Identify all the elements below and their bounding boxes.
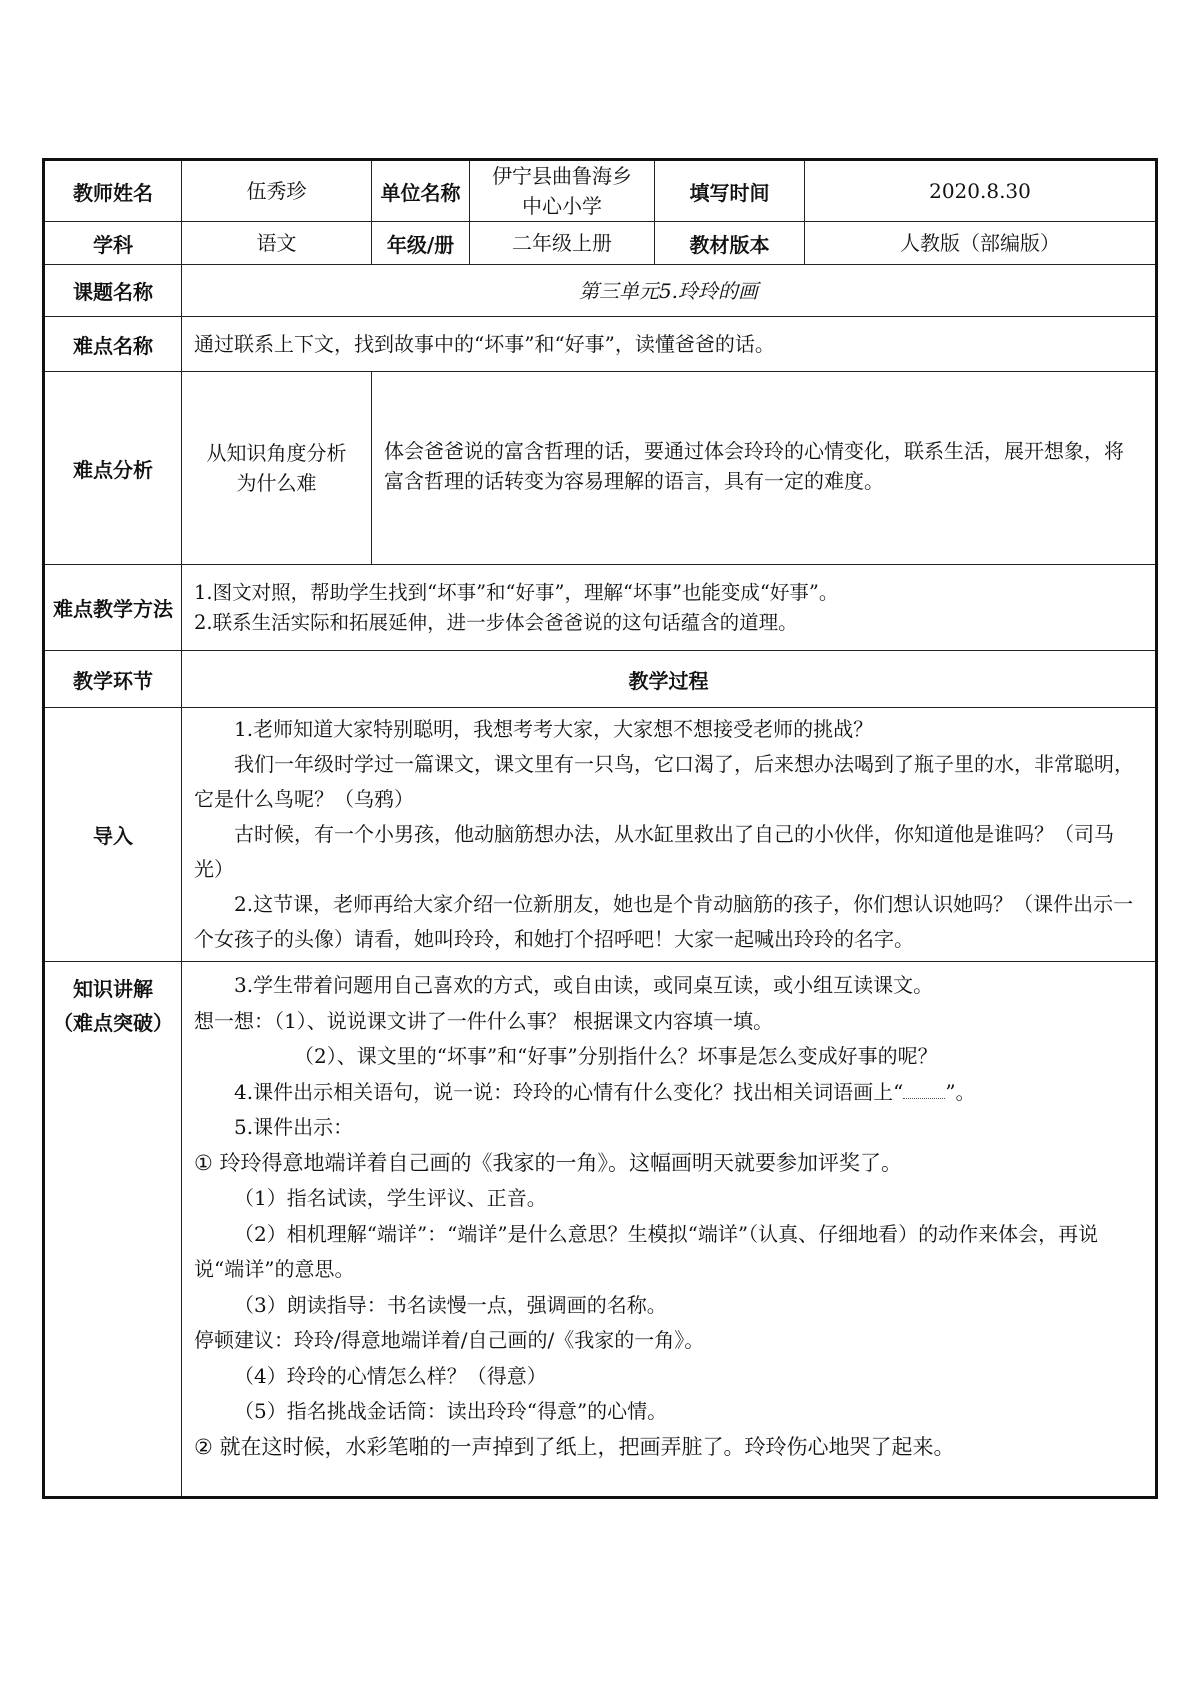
pause-suggestion: 停顿建议：玲玲/得意地端详着/自己画的/《我家的一角》。 bbox=[194, 1328, 705, 1352]
method-line-2: 2.联系生活实际和拓展延伸，进一步体会爸爸说的这句话蕴含的道理。 bbox=[194, 610, 798, 634]
teacher-label: 教师姓名 bbox=[44, 160, 182, 222]
header-row-1 bbox=[44, 160, 1157, 222]
teacher-value: 伍秀珍 bbox=[182, 160, 372, 222]
knowledge-line-4 bbox=[194, 1075, 1143, 1111]
intro-paragraph-3: 古时候，有一个小男孩，他动脑筋想办法，从水缸里救出了自己的小伙伴，你知道他是谁吗？（司马光） bbox=[194, 822, 1114, 881]
knowledge-line-3: 3.学生带着问题用自己喜欢的方式，或自由读，或同桌互读，或小组互读课文。 bbox=[234, 973, 934, 997]
analysis-row bbox=[44, 372, 1157, 565]
subject-label: 学科 bbox=[44, 222, 182, 265]
edition-label: 教材版本 bbox=[655, 222, 805, 265]
courseware-sentence-1: ① 玲玲得意地端详着自己画的《我家的一角》。这幅画明天就要参加评奖了。 bbox=[194, 1150, 902, 1175]
step-2: （2）相机理解“端详”：“端详”是什么意思？生模拟“端详”（认真、仔细地看）的动作来体会，再说说“端详”的意思。 bbox=[194, 1221, 1099, 1281]
difficulty-label: 难点名称 bbox=[44, 317, 182, 372]
method-cell bbox=[182, 565, 1157, 651]
knowledge-think: 想一想：（1）、说说课文讲了一件什么事？ 根据课文内容填一填。 bbox=[194, 1008, 774, 1033]
knowledge-cell bbox=[182, 962, 1157, 1498]
lesson-plan-sheet bbox=[42, 158, 1155, 1499]
method-row bbox=[44, 565, 1157, 651]
knowledge-line-4-end: ”。 bbox=[945, 1079, 976, 1104]
intro-row bbox=[44, 708, 1157, 962]
difficulty-row bbox=[44, 317, 1157, 372]
analysis-label: 难点分析 bbox=[44, 372, 182, 565]
grade-value: 二年级上册 bbox=[470, 222, 655, 265]
step-1: （1）指名试读，学生评议、正音。 bbox=[234, 1186, 547, 1210]
knowledge-row bbox=[44, 962, 1157, 1498]
intro-paragraph-2: 我们一年级时学过一篇课文，课文里有一只鸟，它口渴了，后来想办法喝到了瓶子里的水，非常聪明，它是什么鸟呢？（乌鸦） bbox=[194, 752, 1134, 811]
process-header-row bbox=[44, 651, 1157, 708]
date-label: 填写时间 bbox=[655, 160, 805, 222]
intro-paragraph-4: 2.这节课，老师再给大家介绍一位新朋友，她也是个肯动脑筋的孩子，你们想认识她吗？（课件出示一个女孩子的头像）请看，她叫玲玲，和她打个招呼吧！大家一起喊出玲玲的名字。 bbox=[194, 892, 1134, 951]
topic-row bbox=[44, 265, 1157, 317]
knowledge-sub-label: （难点突破） bbox=[53, 1011, 173, 1035]
method-line-1: 1.图文对照，帮助学生找到“坏事”和“好事”，理解“坏事”也能变成“好事”。 bbox=[194, 580, 839, 604]
analysis-value: 体会爸爸说的富含哲理的话，要通过体会玲玲的心情变化，联系生活，展开想象，将富含哲理的话转变为容易理解的语言，具有一定的难度。 bbox=[372, 372, 1157, 565]
step-5: （5）指名挑战金话筒：读出玲玲“得意”的心情。 bbox=[234, 1399, 668, 1423]
topic-label: 课题名称 bbox=[44, 265, 182, 317]
lesson-plan-table bbox=[42, 158, 1158, 1499]
courseware-sentence-2: ② 就在这时候，水彩笔啪的一声掉到了纸上，把画弄脏了。玲玲伤心地哭了起来。 bbox=[194, 1434, 955, 1459]
knowledge-label-cell bbox=[44, 962, 182, 1498]
step-4: （4）玲玲的心情怎么样？（得意） bbox=[234, 1363, 547, 1388]
knowledge-think-2: （2）、课文里的“坏事”和“好事”分别指什么？坏事是怎么变成好事的呢？ bbox=[294, 1044, 938, 1068]
intro-label: 导入 bbox=[44, 708, 182, 962]
difficulty-value: 通过联系上下文，找到故事中的“坏事”和“好事”，读懂爸爸的话。 bbox=[182, 317, 1157, 372]
knowledge-line-4-text: 4.课件出示相关语句，说一说：玲玲的心情有什么变化？找出相关词语画上“ bbox=[234, 1079, 904, 1104]
subject-value: 语文 bbox=[182, 222, 372, 265]
knowledge-label: 知识讲解 bbox=[73, 977, 153, 1001]
unit-value: 伊宁县曲鲁海乡中心小学 bbox=[470, 160, 655, 222]
intro-cell bbox=[182, 708, 1157, 962]
unit-label: 单位名称 bbox=[372, 160, 470, 222]
topic-value: 第三单元5.玲玲的画 bbox=[182, 265, 1157, 317]
date-value: 2020.8.30 bbox=[805, 160, 1157, 222]
knowledge-line-5: 5.课件出示： bbox=[234, 1115, 354, 1139]
step-3: （3）朗读指导：书名读慢一点，强调画的名称。 bbox=[234, 1292, 667, 1317]
intro-paragraph-1: 1.老师知道大家特别聪明，我想考考大家，大家想不想接受老师的挑战？ bbox=[234, 717, 874, 741]
stage-label: 教学环节 bbox=[44, 651, 182, 708]
analysis-sub-label: 从知识角度分析为什么难 bbox=[182, 372, 372, 565]
wavy-underline-icon bbox=[903, 1088, 945, 1099]
grade-label: 年级/册 bbox=[372, 222, 470, 265]
process-label: 教学过程 bbox=[182, 651, 1157, 708]
edition-value: 人教版（部编版） bbox=[805, 222, 1157, 265]
method-label: 难点教学方法 bbox=[44, 565, 182, 651]
header-row-2 bbox=[44, 222, 1157, 265]
